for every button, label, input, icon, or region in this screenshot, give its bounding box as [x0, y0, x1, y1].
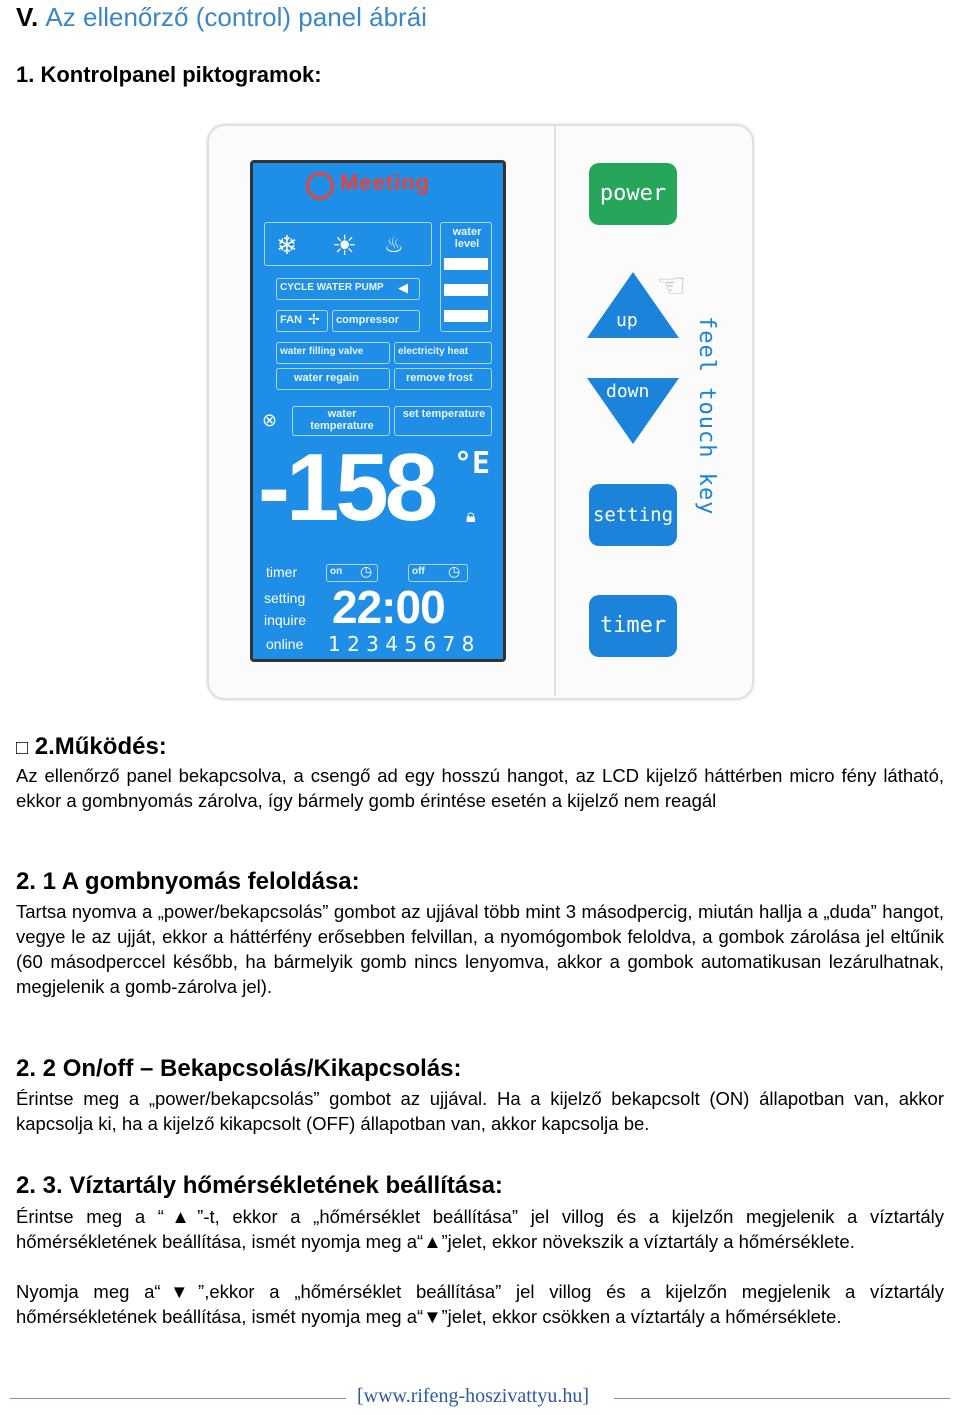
subheading: 1. Kontrolpanel piktogramok:	[16, 62, 322, 87]
up-label: up	[616, 310, 638, 331]
clock-icon: ◷	[448, 563, 461, 579]
section-2-1-title: 2. 1 A gombnyomás feloldása:	[16, 868, 360, 895]
section-2-body: Az ellenőrző panel bekapcsolva, a csengő ad egy hosszú hangot, az LCD kijelző háttérben micro fény látható, ekkor a gombnyomás zárolva, így bármely gomb érintése esetén a kijelző nem reagál	[16, 765, 944, 811]
water-level-label: water level	[452, 226, 482, 250]
fan-icon: ✢	[308, 311, 320, 327]
clock-digits: 22:00	[332, 581, 445, 633]
timer-button[interactable]: timer	[589, 595, 677, 657]
water-level-bar	[444, 310, 488, 322]
online-indicator: online	[266, 636, 304, 652]
water-temperature-label: water temperature	[310, 408, 374, 432]
clock-icon: ◷	[360, 563, 373, 579]
heading-text: Az ellenőrző (control) panel ábrái	[45, 2, 427, 32]
section-2-3-title: 2. 3. Víztartály hőmérsékletének beállítása:	[16, 1172, 503, 1199]
fan-label: FAN	[280, 314, 302, 326]
footer-url[interactable]: [www.rifeng-hoszivattyu.hu]	[357, 1385, 589, 1407]
bullet-box-icon: □	[16, 737, 29, 759]
setting-button[interactable]: setting	[589, 484, 677, 546]
inquire-indicator: inquire	[264, 612, 307, 628]
electricity-heat-label: electricity heat	[398, 346, 469, 357]
channel-numbers: 1 2 3 4 5 6 7 8	[328, 632, 475, 656]
footer-rule-left	[10, 1398, 346, 1399]
padlock-icon: 🔒︎	[466, 506, 476, 526]
snowflake-icon: ❄	[276, 230, 298, 260]
timer-off-label: off	[412, 566, 425, 577]
panel-divider	[554, 126, 556, 696]
water-filling-valve-label: water filling valve	[280, 346, 364, 357]
brand-logo-icon	[306, 172, 334, 200]
water-level-bar	[444, 284, 488, 296]
footer-rule-right	[614, 1398, 950, 1399]
temperature-digits: -158	[258, 434, 435, 541]
power-button[interactable]: power	[589, 163, 677, 225]
brand-name: Meeting	[340, 170, 431, 195]
timer-indicator: timer	[266, 564, 298, 580]
section-2-2-body: Érintse meg a „power/bekapcsolás” gombot az ujjával. Ha a kijelző bekapcsolt (ON) állapotban van, akkor kapcsolja ki, ha a kijelző kikapcsolt (OFF) állapotban van, akkor kapcsolja be.	[16, 1088, 944, 1134]
section-2-title-text: 2.Működés:	[28, 733, 167, 760]
feel-touch-key-label: feel touch key	[694, 316, 719, 516]
temperature-unit: °E	[454, 446, 491, 481]
down-label: down	[606, 381, 650, 402]
water-heat-icon: ♨	[384, 232, 404, 257]
water-regain-label: water regain	[294, 372, 359, 384]
compressor-label: compressor	[336, 314, 399, 326]
remove-frost-label: remove frost	[406, 372, 473, 384]
setting-indicator: setting	[264, 590, 306, 606]
section-2-3-body-2: Nyomja meg a“▼”,ekkor a „hőmérséklet beállítása” jel villog és a kijelzőn megjelenik a víztartály hőmérsékletének beállítása, ismét nyomja meg a“▼”jelet, ekkor csökken a víztartály a hőmérséklete.	[16, 1281, 944, 1327]
hand-pointer-icon: ☜	[656, 267, 687, 305]
section-2-3-body-1: Érintse meg a “▲”-t, ekkor a „hőmérséklet beállítása” jel villog és a kijelzőn megjelenik a víztartály hőmérsékletének beállítása, ismét nyomja meg a“▲”jelet, ekkor növekszik a víztartály a hőmérséklete.	[16, 1206, 944, 1252]
sun-icon: ☀	[332, 230, 358, 261]
cycle-pump-label: CYCLE WATER PUMP	[280, 282, 384, 293]
heading-number: V.	[16, 2, 39, 32]
section-2-2-title: 2. 2 On/off – Bekapcsolás/Kikapcsolás:	[16, 1055, 462, 1082]
set-temperature-label: set temperature	[402, 408, 486, 420]
section-2-title	[16, 733, 167, 761]
page-heading	[16, 2, 427, 33]
timer-on-label: on	[330, 566, 343, 577]
section-2-1-body: Tartsa nyomva a „power/bekapcsolás” gombot az ujjával több mint 3 másodpercig, miután hallja a „duda” hangot, vegye le az ujját, ekkor a háttérfény erősebben felvillan, a nyomógombok feloldva, a gombok zárolása jel eltűnik (60 másodperccel később, ha bármelyik gomb nincs lenyomva, akkor a gombok automatikusan lezárulhatnak, megjelenik a gomb-zárolva jel).	[16, 901, 944, 997]
arrow-left-icon: ◀	[398, 280, 408, 295]
water-level-bar	[444, 258, 488, 270]
lock-x-icon: ⊗	[262, 410, 278, 430]
